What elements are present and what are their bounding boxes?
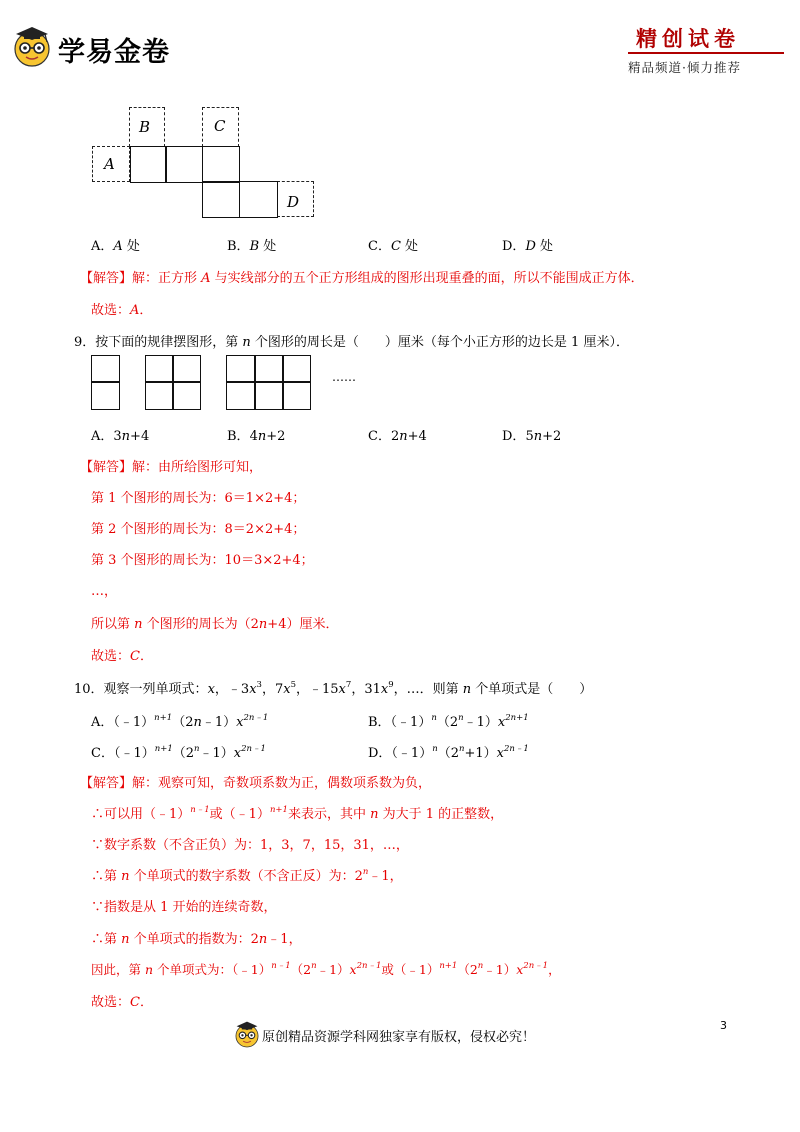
q10-option-b: B．$(﹣1)^n(2^n﹣1)x^{2n+1}$ — [368, 713, 529, 730]
pattern-square — [172, 381, 201, 410]
q10-answer-line-3: ∵数字系数（不含正负）为：1，3，7，15，31，…， — [91, 838, 409, 853]
q10-answer-line-6: ∴第 n 个单项式的指数为：2n﹣1， — [91, 932, 302, 947]
q9-option-a: A．3n+4 — [91, 429, 150, 444]
pattern-ellipsis: …… — [332, 370, 356, 384]
solid-square — [239, 181, 278, 218]
q9-answer-line-2: 第 1 个图形的周长为：6＝1×2+4； — [91, 491, 306, 506]
pattern-square — [91, 381, 120, 410]
q9-stem: 9．按下面的规律摆图形，第 n 个图形的周长是（ ）厘米（每个小正方形的边长是 1 厘米）． — [74, 335, 629, 350]
q10-answer-line-7: 因此，第 n 个单项式为：$(﹣1)^{n﹣1}(2^n﹣1)x^{2n﹣1}$或$(﹣1)^{n+1}(2^n﹣1)x^{2n﹣1}$， — [91, 961, 561, 977]
pattern-square — [282, 381, 311, 410]
q8-choice: 故选：A． — [91, 303, 153, 318]
pattern-square — [226, 355, 256, 383]
q9-answer-line-6: 所以第 n 个图形的周长为（2n+4）厘米． — [91, 617, 339, 632]
q9-option-c: C．2n+4 — [368, 429, 427, 444]
q10-option-a: A．$(﹣1)^{n+1}(2n﹣1)x^{2n﹣1}$ — [91, 713, 269, 730]
q8-option-b: B．B 处 — [227, 239, 277, 254]
label-d: D — [287, 193, 300, 211]
pattern-square — [226, 381, 256, 410]
solid-square — [130, 146, 167, 183]
q10-answer-line-4: ∴第 n 个单项式的数字系数（不含正反）为：2$^n$﹣1， — [91, 867, 403, 884]
pattern-square — [254, 355, 284, 383]
footer-mascot-icon — [234, 1019, 260, 1049]
q10-answer-line-5: ∵指数是从 1 开始的连续奇数， — [91, 900, 277, 915]
q9-option-d: D．5n+2 — [502, 429, 562, 444]
q10-option-c: C．$(﹣1)^{n+1}(2^n﹣1)x^{2n﹣1}$ — [91, 744, 266, 761]
logo-mascot-icon — [12, 24, 52, 68]
q9-answer-line-3: 第 2 个图形的周长为：8＝2×2+4； — [91, 522, 306, 537]
q9-option-b: B．4n+2 — [227, 429, 286, 444]
pattern-square — [145, 381, 174, 410]
label-b: B — [139, 118, 151, 136]
pattern-square — [172, 355, 201, 383]
q10-option-d: D．$(﹣1)^n(2^n+1)x^{2n﹣1}$ — [368, 744, 529, 761]
pattern-square — [145, 355, 174, 383]
header-subtitle: 精品频道·倾力推荐 — [628, 60, 741, 75]
q8-option-d: D．D 处 — [502, 239, 554, 254]
q9-choice: 故选：C． — [91, 649, 153, 664]
pattern-square — [254, 381, 284, 410]
solid-square — [165, 146, 203, 183]
page-number: 3 — [720, 1019, 727, 1032]
logo-text: 学易金卷 — [58, 37, 170, 68]
q8-answer: 【解答】解：正方形 A 与实线部分的五个正方形组成的图形出现重叠的面，所以不能围成正方体． — [80, 271, 644, 286]
q10-stem: 10．观察一列单项式：x，$﹣3x^3$，$7x^5$，$﹣15x^7$，$31x^9$，…．则第 n 个单项式是（ ） — [74, 680, 593, 697]
footer-copyright: 原创精品资源学科网独家享有版权，侵权必究！ — [262, 1030, 536, 1045]
q9-answer-line-4: 第 3 个图形的周长为：10＝3×2+4； — [91, 553, 314, 568]
q10-choice: 故选：C． — [91, 995, 153, 1010]
header-rule — [628, 52, 784, 54]
q9-answer-line-5: …， — [91, 584, 118, 599]
header-title: 精创试卷 — [636, 26, 740, 51]
q10-answer-line-1: 【解答】解：观察可知，奇数项系数为正，偶数项系数为负， — [80, 776, 432, 791]
pattern-square — [282, 355, 311, 383]
pattern-square — [91, 355, 120, 383]
label-a: A — [104, 155, 115, 173]
q10-answer-line-2: ∴可以用（﹣1）$^{n﹣1}$或（﹣1）$^{n+1}$来表示，其中 n 为大于 1 的正整数， — [91, 805, 504, 822]
q9-answer-line-1: 【解答】解：由所给图形可知， — [80, 460, 263, 475]
q8-option-c: C．C 处 — [368, 239, 419, 254]
solid-square — [202, 181, 240, 218]
label-c: C — [214, 117, 226, 135]
q8-option-a: A．A 处 — [91, 239, 140, 254]
solid-square — [202, 146, 240, 183]
